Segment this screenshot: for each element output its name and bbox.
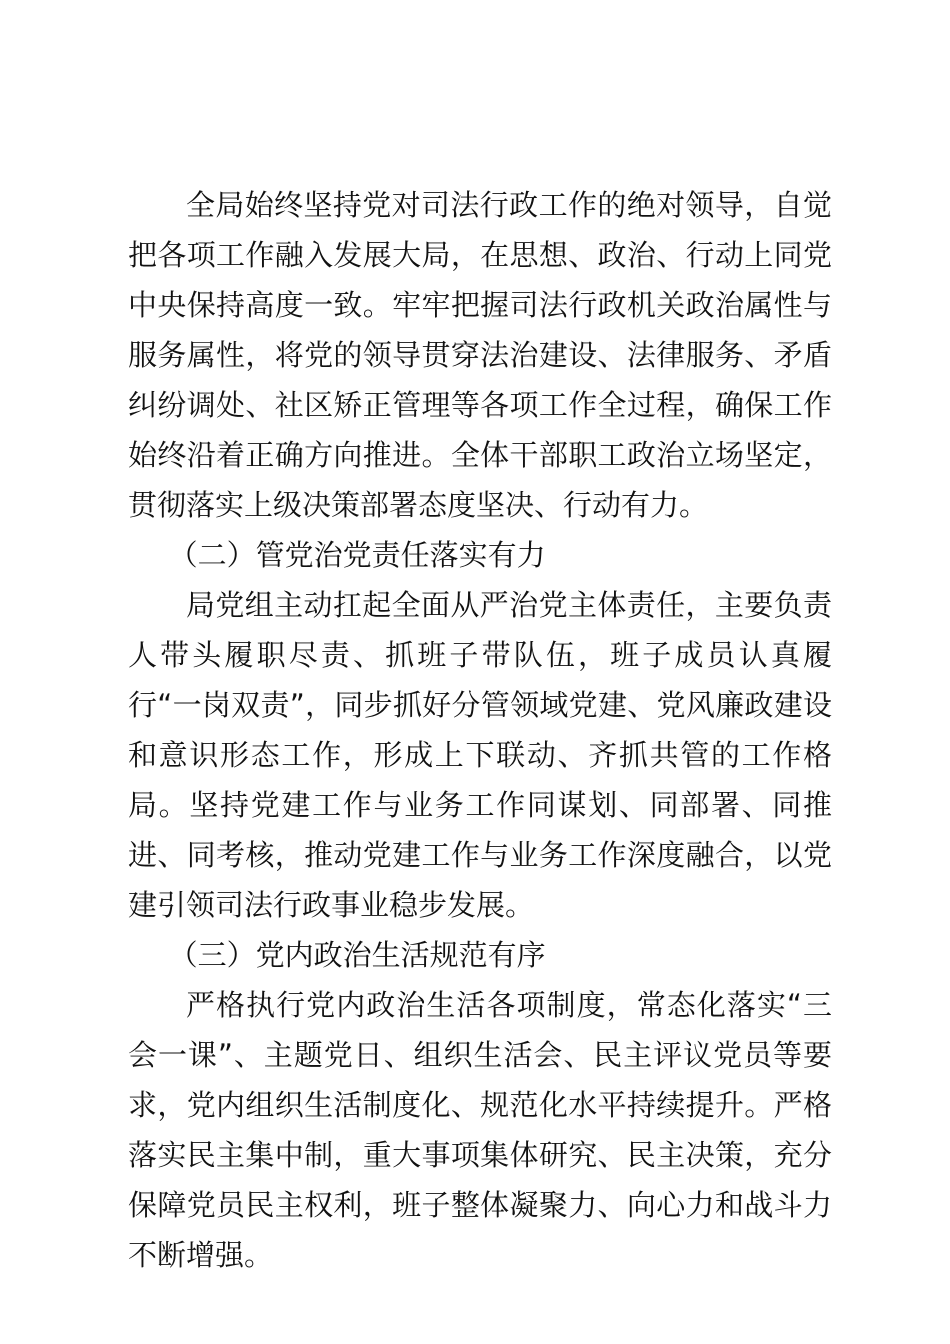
paragraph-party-leadership: 全局始终坚持党对司法行政工作的绝对领导，自觉把各项工作融入发展大局，在思想、政治、行动上同党中央保持高度一致。牢牢把握司法行政机关政治属性与服务属性，将党的领导贯穿法治建设、法律服务、矛盾纠纷调处、社区矫正管理等各项工作全过程，确保工作始终沿着正确方向推进。全体干部职工政治立场坚定，贯彻落实上级决策部署态度坚决、行动有力。 [128,188,832,522]
paragraph-party-responsibility: 局党组主动扛起全面从严治党主体责任，主要负责人带头履职尽责、抓班子带队伍，班子成员认真履行“一岗双责”，同步抓好分管领域党建、党风廉政建设和意识形态工作，形成上下联动、齐抓共管的工作格局。坚持党建工作与业务工作同谋划、同部署、同推进、同考核，推动党建工作与业务工作深度融合，以党建引领司法行政事业稳步发展。 [128,588,832,922]
section-heading-3: （三）党内政治生活规范有序 [168,938,546,972]
document-body [128,180,832,1280]
paragraph-party-political-life: 严格执行党内政治生活各项制度，常态化落实“三会一课”、主题党日、组织生活会、民主评议党员等要求，党内组织生活制度化、规范化水平持续提升。严格落实民主集中制，重大事项集体研究、民主决策，充分保障党员民主权利，班子整体凝聚力、向心力和战斗力不断增强。 [128,988,832,1272]
section-heading-2: （二）管党治党责任落实有力 [168,538,546,572]
